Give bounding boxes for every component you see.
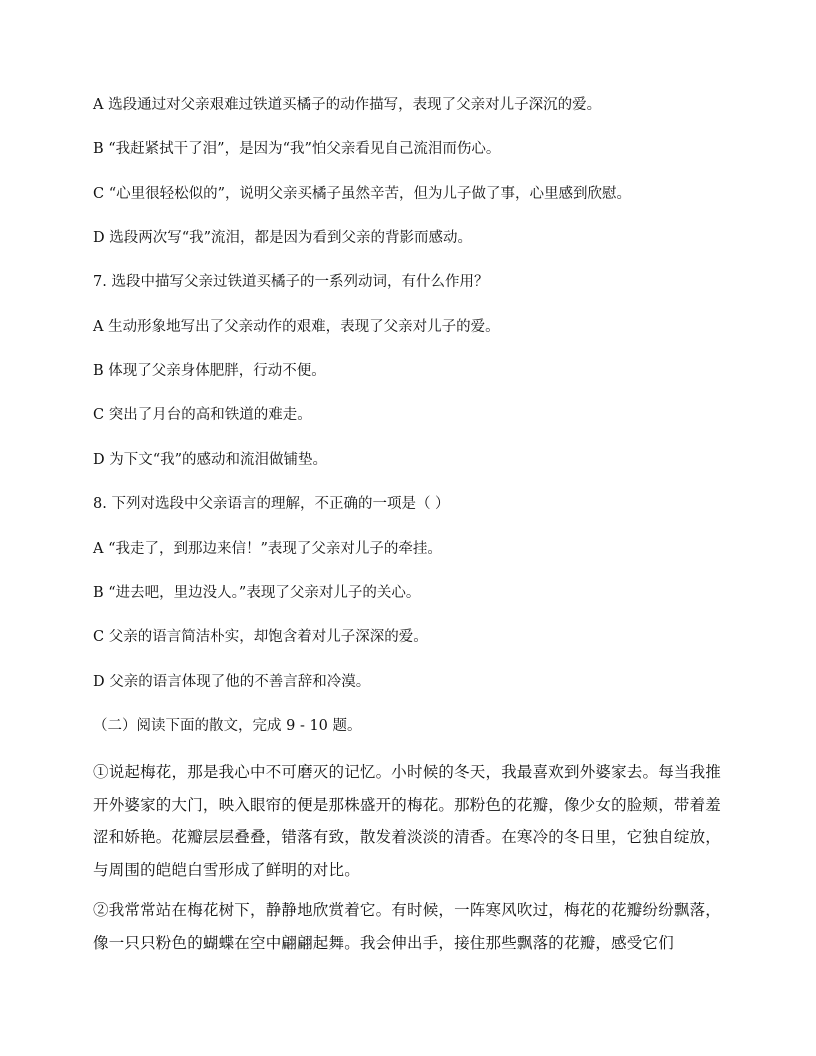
- option-line-7d: D 为下文“我”的感动和流泪做铺垫。: [93, 452, 328, 468]
- option-line-7c: C 突出了月台的高和铁道的难走。: [93, 407, 312, 423]
- option-line-8b: B “进去吧，里边没人。”表现了父亲对儿子的关心。: [93, 585, 421, 601]
- option-line-7b: B 体现了父亲身体肥胖，行动不便。: [93, 363, 326, 379]
- option-line-6c: C “心里很轻松似的”，说明父亲买橘子虽然辛苦，但为儿子做了事，心里感到欣慰。: [93, 186, 632, 202]
- question-8: 8. 下列对选段中父亲语言的理解，不正确的一项是（ ）: [93, 496, 450, 512]
- section-heading: （二）阅读下面的散文，完成 9 - 10 题。: [93, 718, 362, 734]
- option-line-7a: A 生动形象地写出了父亲动作的艰难，表现了父亲对儿子的爱。: [93, 319, 500, 335]
- option-line-6b: B “我赶紧拭干了泪”，是因为“我”怕父亲看见自己流泪而伤心。: [93, 141, 501, 157]
- option-line-6a: A 选段通过对父亲艰难过铁道买橘子的动作描写，表现了父亲对儿子深沉的爱。: [93, 97, 602, 113]
- essay-paragraph-1: ①说起梅花，那是我心中不可磨灭的记忆。小时候的冬天，我最喜欢到外婆家去。每当我推开外婆家的大门，映入眼帘的便是那株盛开的梅花。那粉色的花瓣，像少女的脸颊，带着羞涩和娇艳。花瓣层层叠叠，错落有致，散发着淡淡的清香。在寒冷的冬日里，它独自绽放，与周围的皑皑白雪形成了鲜明的对比。: [93, 763, 722, 879]
- option-line-8c: C 父亲的语言简洁朴实，却饱含着对儿子深深的爱。: [93, 629, 428, 645]
- essay-paragraph-2: ②我常常站在梅花树下，静静地欣赏着它。有时候，一阵寒风吹过，梅花的花瓣纷纷飘落，像一只只粉色的蝴蝶在空中翩翩起舞。我会伸出手，接住那些飘落的花瓣，感受它们: [93, 901, 722, 952]
- option-line-6d: D 选段两次写“我”流泪，都是因为看到父亲的背影而感动。: [93, 230, 473, 246]
- option-line-8a: A “我走了，到那边来信！”表现了父亲对儿子的牵挂。: [93, 541, 442, 557]
- option-line-8d: D 父亲的语言体现了他的不善言辞和冷漠。: [93, 674, 371, 690]
- question-7: 7. 选段中描写父亲过铁道买橘子的一系列动词，有什么作用？: [93, 274, 489, 290]
